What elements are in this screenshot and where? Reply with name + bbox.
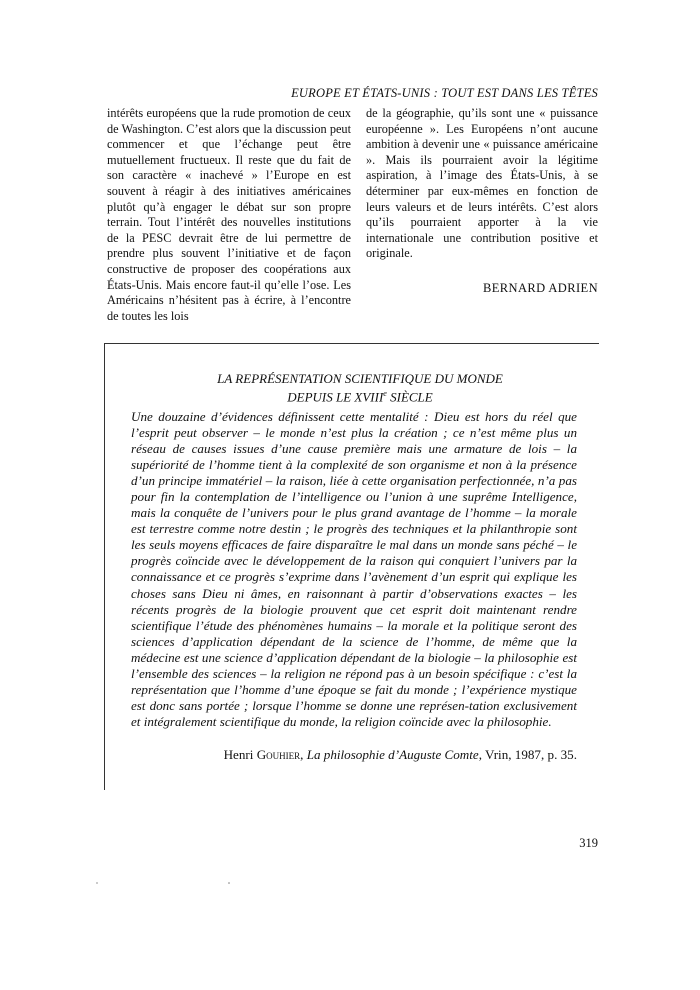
article-column-left: intérêts européens que la rude promotion de ceux de Washington. C’est alors que la discussion peut commencer et que l’échange peut être mutuellement fructueux. Il reste que du fait de son caractère « inachevé » l’Europe en est souvent à réagir à des initiatives américaines plutôt qu’à engager le débat sur son propre terrain. Tout l’intérêt des nouvelles institutions de la PESC devrait être de lui permettre de prendre plus souvent l’initiative et de façon constructive de proposer des coopérations aux États-Unis. Mais encore faut-il qu’elle l’ose. Les Américains n’hésitent pas à écrire, à l’encontre de toutes les lois	[107, 106, 351, 323]
citation-details: , Vrin, 1987, p. 35.	[478, 747, 577, 762]
quote-box-title-line1: LA REPRÉSENTATION SCIENTIFIQUE DU MONDE	[217, 371, 503, 386]
scan-speck	[228, 882, 230, 884]
title-century-prefix: DEPUIS LE XVIII	[287, 389, 384, 405]
citation-work-title: La philosophie d’Auguste Comte	[306, 747, 479, 762]
page-number: 319	[579, 836, 598, 850]
citation-separator: ,	[300, 747, 307, 762]
citation-author-first: Henri	[223, 747, 257, 762]
quote-text: Une douzaine d’évidences définissent cette mentalité : Dieu est hors du réel que l’esprit peut observer – le monde n’est plus la création ; ce n’est même plus un réseau de causes issues d’une cause première mais une armature de lois – la supériorité de l’homme tient à la complexité de son organisme et non à la présence d’un principe immatériel – la raison, liée à cette organisation perfectionnée, n’a pas pour fin la contemplation de l’intelligence ou l’union à une suprême Intelligence, mais la conquête de l’univers pour le plus grand avantage de l’homme – la morale est terrestre comme notre destin ; le progrès des techniques et la philanthropie sont les seuls moyens efficaces de faire disparaître le mal dans un monde sans péché – le progrès coïncide avec le développement de la raison qui conquiert l’univers par la connaissance et ce progrès s’exprime dans l’avènement d’un esprit qui explique les choses sans Dieu ni âmes, en raisonnant à partir d’observations exactes – les récents progrès de la biologie prouvent que cet esprit doit maintenant rendre scientifique l’étude des phénomènes humains – la morale et la politique seront des sciences d’application dépendant de la science de l’homme, de même que la médecine est une science d’application dépendant de la biologie – la philosophie est l’ensemble des sciences – la religion ne répond pas à un besoin spécifique : c’est la représentation que l’homme d’une époque se fait du monde ; l’expérience mystique est donc sans portée ; lorsque l’homme se donne une représen-tation exclusivement et intégralement scientifique du monde, la religion coïncide avec la philosophie.	[131, 409, 577, 729]
quote-citation	[131, 747, 577, 763]
scan-speck	[96, 882, 98, 884]
quote-box-title-line2	[150, 386, 570, 404]
title-century-suffix: SIÈCLE	[386, 389, 433, 405]
article-column-right: de la géographie, qu’ils sont une « puissance européenne ». Les Européens n’ont aucune ambition à devenir une « puissance américaine ». Mais ils pourraient avoir la légitime aspiration, à l’image des États-Unis, à se déterminer par eux-mêmes en fonction de leurs valeurs et de leurs intérêts. C’est alors qu’ils pourraient apporter à la vie internationale une contribution positive et originale.	[366, 106, 598, 261]
quote-box-title	[150, 371, 570, 404]
running-head: EUROPE ET ÉTATS-UNIS : TOUT EST DANS LES TÊTES	[291, 86, 598, 100]
citation-author-last: Gouhier	[256, 747, 301, 762]
author-signature: BERNARD ADRIEN	[483, 281, 598, 295]
title-century-superscript: e	[383, 389, 387, 398]
